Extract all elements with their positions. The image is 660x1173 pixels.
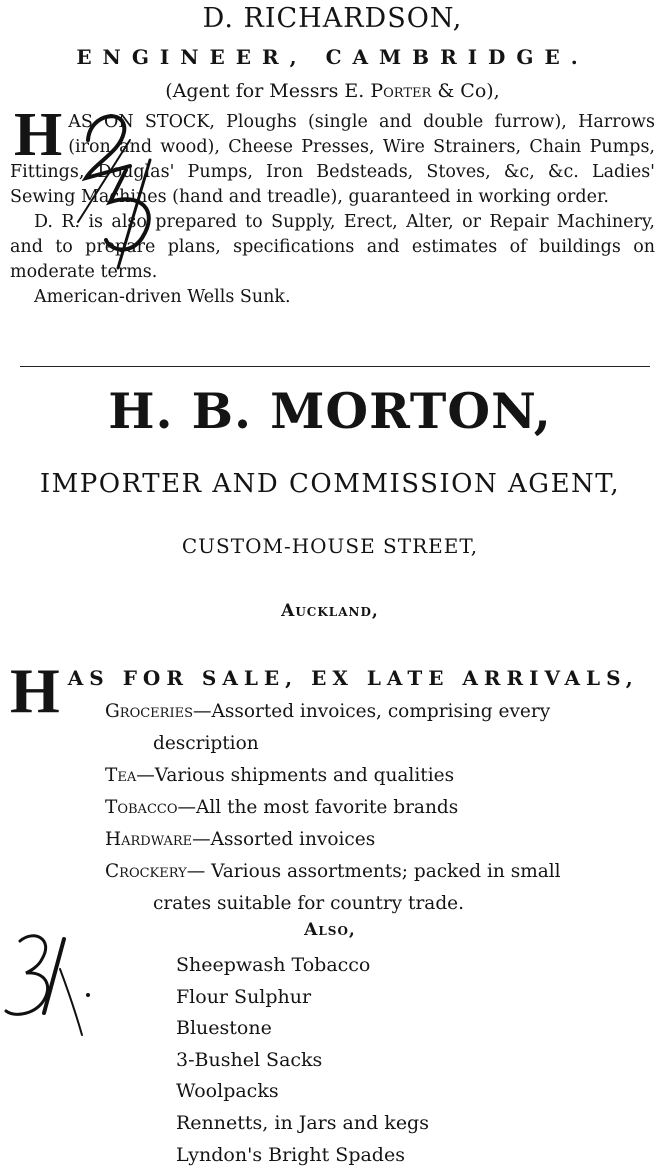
agent-firm: Porter [370, 80, 432, 102]
goods-item-crockery [105, 856, 653, 920]
agent-prefix: (Agent for Messrs E. [165, 80, 371, 102]
also-heading: Also, [304, 920, 356, 940]
goods-item-tobacco [105, 792, 653, 824]
advertisement-divider [20, 366, 650, 367]
goods-text: —All the most favorite brands [177, 797, 459, 818]
also-item: Bluestone [176, 1017, 272, 1040]
richardson-advertisement [10, 0, 655, 310]
also-item: 3-Bushel Sacks [176, 1048, 323, 1071]
richardson-stock-text: AS ON STOCK, Ploughs (single and double furrow), Harrows (iron and wood), Cheese Presses, Wire Strainers, Chain Pumps, Fittings, Douglas' Pumps, Iron Bedsteads, Stoves, &c, &c. Ladies' Sewing Machines (hand and treadle), guaranteed in working order. [10, 112, 655, 207]
goods-label: Crockery [105, 861, 187, 882]
goods-label: Groceries [105, 701, 193, 722]
richardson-name: D. RICHARDSON, [202, 3, 463, 34]
richardson-services-paragraph: D. R. is also prepared to Supply, Erect, Alter, or Repair Machinery, and to prepare plans, specifications and estimates of buildings on moderate terms. [10, 212, 655, 282]
goods-item-groceries [105, 696, 653, 760]
richardson-title: ENGINEER, CAMBRIDGE. [76, 45, 589, 69]
also-item: Flour Sulphur [176, 985, 312, 1008]
morton-street: CUSTOM-HOUSE STREET, [181, 534, 479, 558]
morton-dropcap: H [10, 655, 60, 726]
richardson-dropcap: H [14, 101, 63, 169]
richardson-agent-line [10, 78, 655, 104]
also-item: Woolpacks [176, 1080, 279, 1103]
goods-item-tea [105, 760, 653, 792]
goods-item-hardware [105, 824, 653, 856]
goods-continuation: crates suitable for country trade. [153, 893, 464, 914]
morton-goods-list [105, 696, 653, 920]
also-item: Rennetts, in Jars and kegs [176, 1111, 429, 1134]
morton-headline: AS FOR SALE, EX LATE ARRIVALS, [67, 666, 639, 690]
goods-continuation: description [153, 733, 259, 754]
agent-suffix: & Co), [431, 80, 500, 102]
goods-text: — Various assortments; packed in small [186, 861, 561, 882]
morton-name: H. B. MORTON, [108, 382, 552, 440]
also-items-list [176, 950, 429, 1171]
goods-label: Hardware [105, 829, 193, 850]
richardson-stock-paragraph [10, 101, 655, 210]
goods-label: Tobacco [105, 797, 178, 818]
morton-title: IMPORTER AND COMMISSION AGENT, [39, 469, 621, 499]
richardson-wells-line: American-driven Wells Sunk. [34, 287, 291, 307]
morton-city: Auckland, [281, 601, 379, 621]
goods-text: —Assorted invoices [192, 829, 376, 850]
also-item: Sheepwash Tobacco [176, 954, 371, 976]
goods-text: —Assorted invoices, comprising every [192, 701, 551, 722]
also-item: Lyndon's Bright Spades [176, 1143, 405, 1166]
goods-label: Tea [105, 765, 137, 786]
goods-text: —Various shipments and qualities [136, 765, 455, 786]
